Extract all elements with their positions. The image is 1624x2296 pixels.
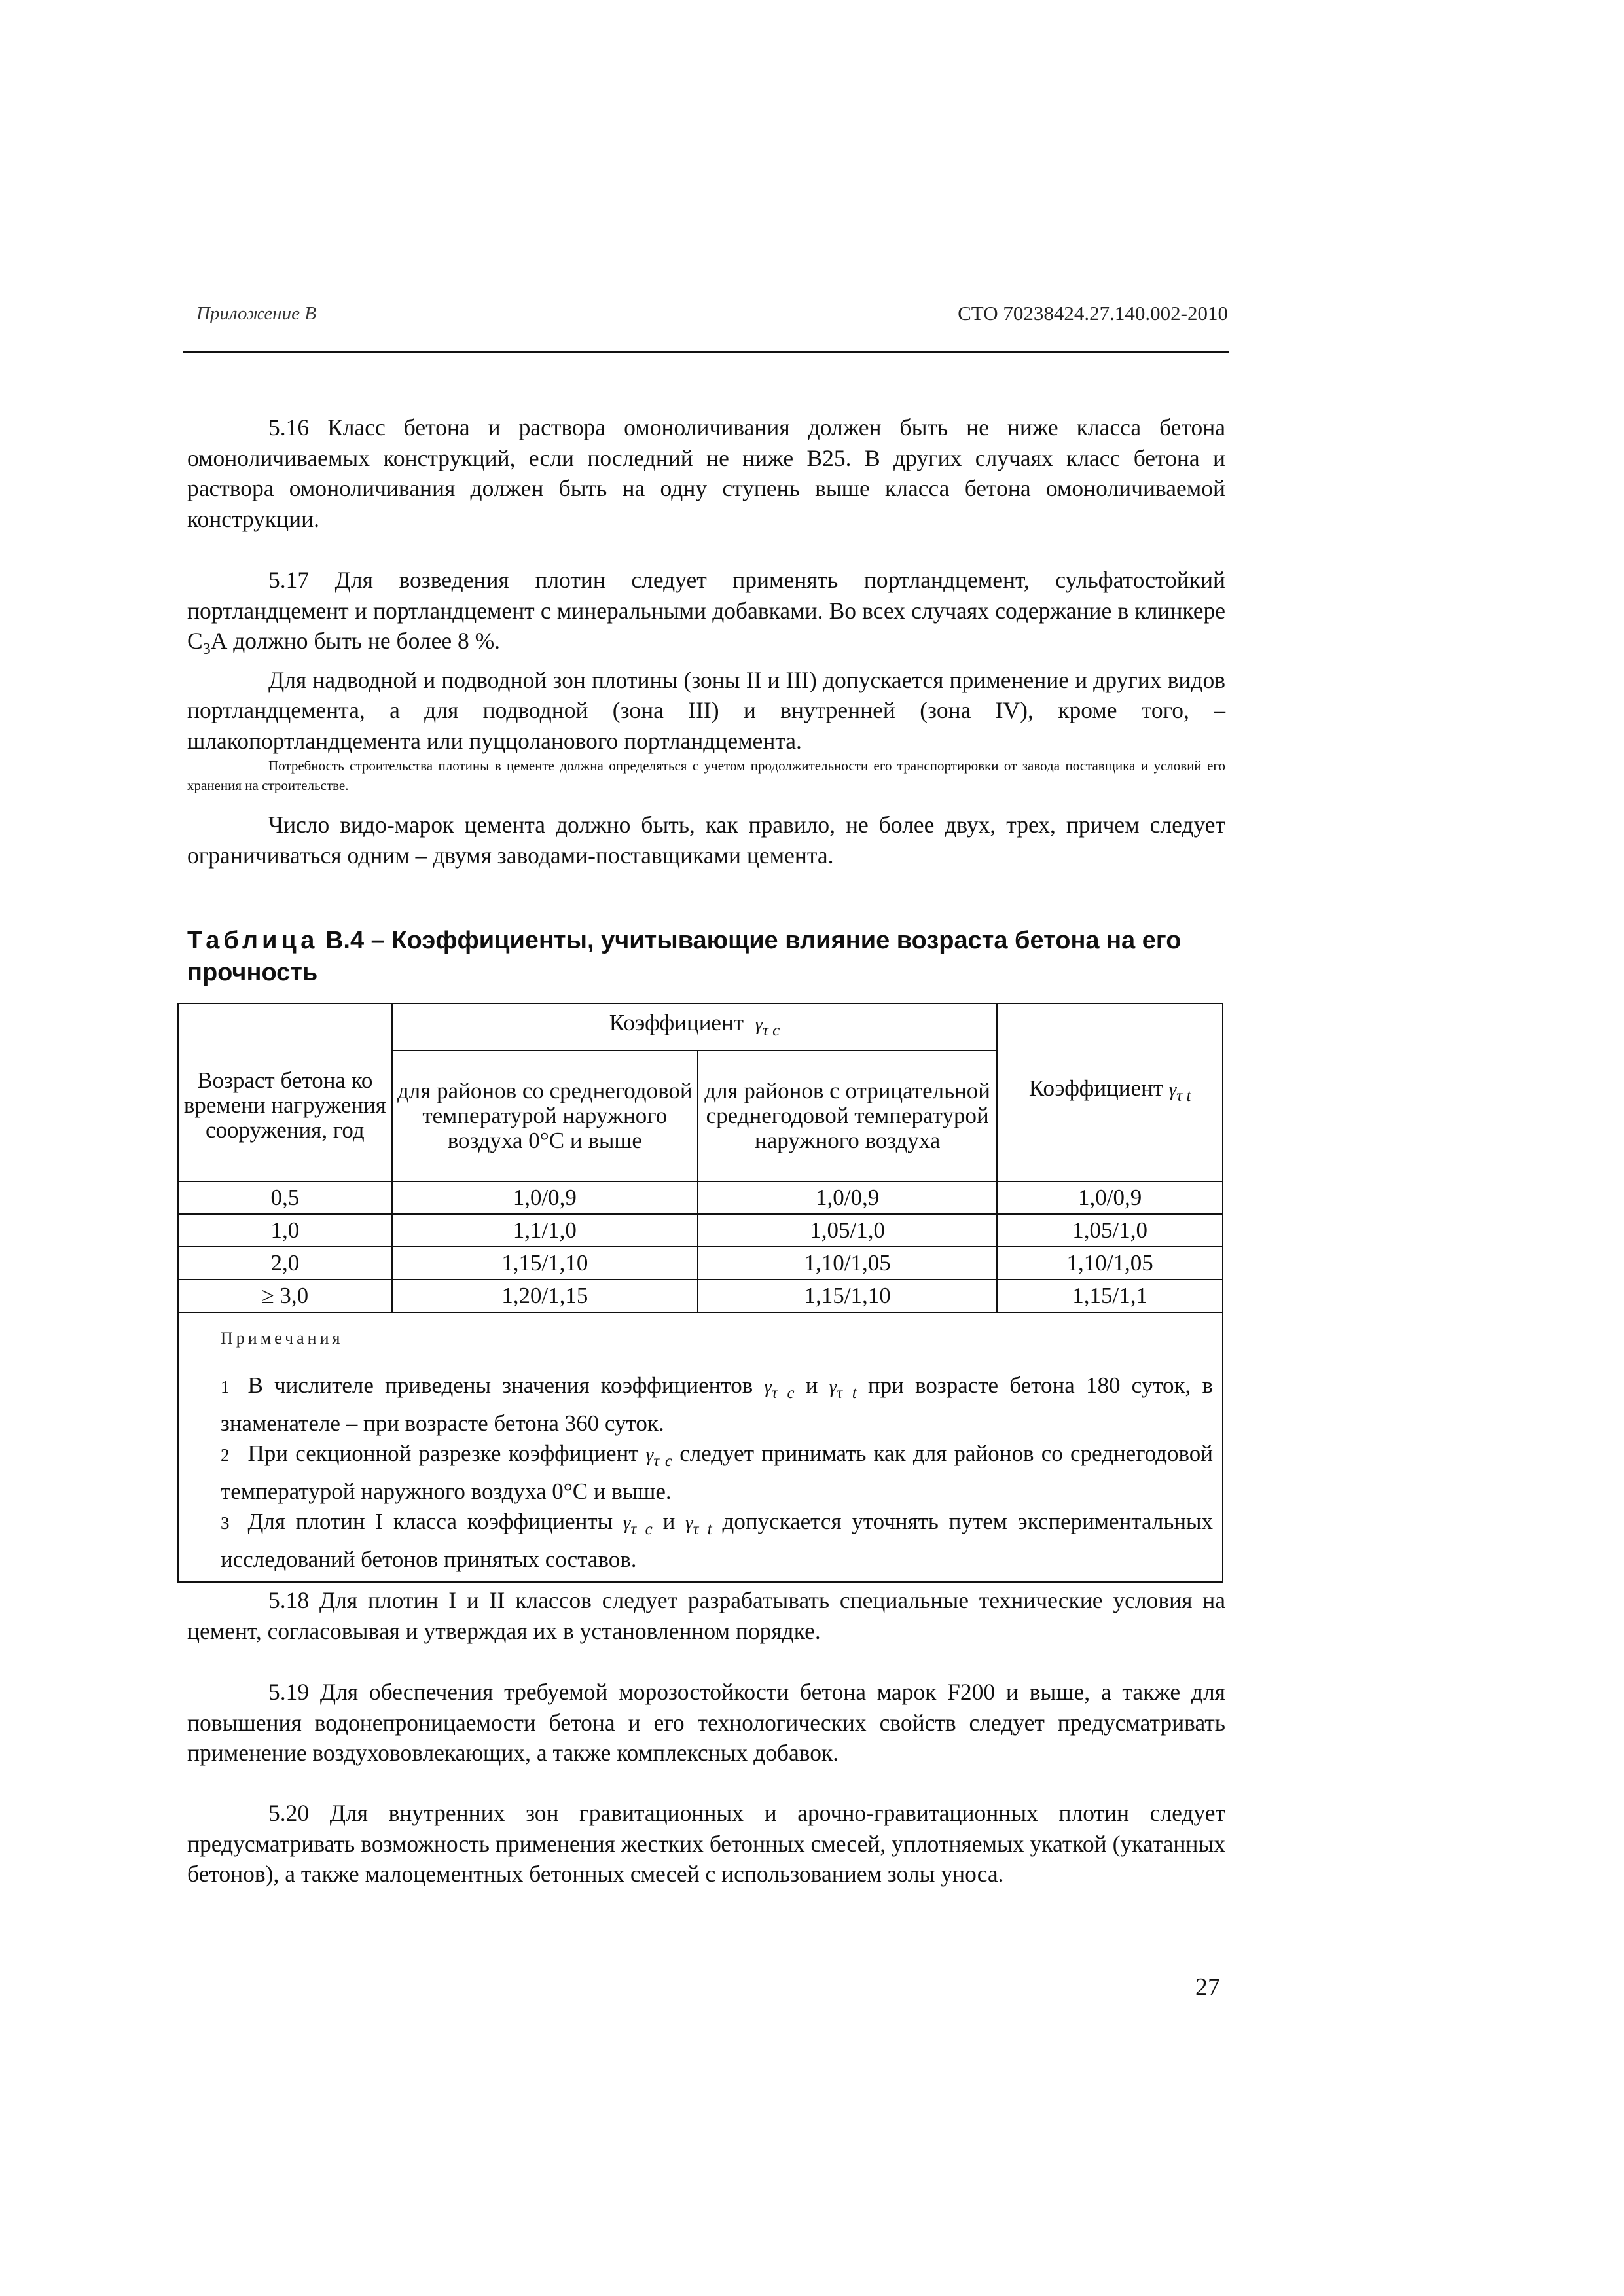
cell-age: ≥ 3,0 <box>178 1280 392 1312</box>
paragraph-5-17 <box>187 565 1225 795</box>
paragraph-5-18 <box>187 1585 1225 1646</box>
note-1-text-c: при возрасте бетона 180 суток, в знаменателе – при возрасте бетона 360 суток. <box>221 1372 1214 1436</box>
header-coef-c-label: Коэффициент <box>609 1010 744 1035</box>
header-subcol-negative-text: для районов с отрицательной среднегодовой температурой наружного воздуха <box>704 1078 991 1153</box>
note-1-text-a: В числителе приведены значения коэффициентов <box>247 1372 753 1398</box>
paragraph-5-20 <box>187 1798 1225 1890</box>
paragraph-5-19 <box>187 1677 1225 1768</box>
cell-coef-positive: 1,1/1,0 <box>392 1214 698 1247</box>
table-caption-label: Таблица <box>187 927 319 954</box>
notes-title: Примечания <box>221 1329 344 1348</box>
paragraph-5-17-small-note <box>187 756 1225 795</box>
note-3-text-c: допускается уточнять путем экспериментальных исследований бетонов принятых составов. <box>221 1509 1214 1572</box>
gamma-subscript: τ c <box>762 1022 780 1039</box>
gamma-subscript: τ c <box>630 1520 653 1538</box>
paragraph-5-16-text: 5.16 Класс бетона и раствора омоноличивания должен быть не ниже класса бетона омоноличиваемых конструкций, если последний не ниже В25. В других случаях класс бетона и раствора омоноличивания должен быть на одну ступень выше класса бетона омоноличиваемой конструкции. <box>187 414 1225 532</box>
note-2-number: 2 <box>221 1445 230 1465</box>
table-notes-cell <box>178 1312 1223 1582</box>
gamma-subscript: τ t <box>1176 1087 1191 1105</box>
header-coef-t-label: Коэффициент <box>1028 1075 1164 1101</box>
gamma-symbol: γ <box>1168 1079 1177 1100</box>
note-1-number: 1 <box>221 1377 230 1397</box>
table-row <box>178 1247 1223 1280</box>
cell-age: 2,0 <box>178 1247 392 1280</box>
age-coefficients-table <box>177 1003 1223 1583</box>
header-age-cell <box>178 1003 392 1181</box>
cell-coef-negative: 1,05/1,0 <box>698 1214 997 1247</box>
table-caption-title: В.4 – Коэффициенты, учитывающие влияние возраста бетона на его прочность <box>187 927 1182 986</box>
cell-coef-positive: 1,15/1,10 <box>392 1247 698 1280</box>
table-row <box>178 1214 1223 1247</box>
paragraph-5-17-cement-grades-text: Число видо-марок цемента должно быть, как правило, не более двух, трех, причем следует ограничиваться одним – двумя заводами-поставщиками цемента. <box>187 812 1225 869</box>
note-3-number: 3 <box>221 1513 230 1533</box>
paragraph-5-19-text: 5.19 Для обеспечения требуемой морозостойкости бетона марок F200 и выше, а также для повышения водонепроницаемости бетона и его технологических свойств следует предусматривать применение воздухововлекающих, а также комплексных добавок. <box>187 1679 1225 1766</box>
table-notes-row <box>178 1312 1223 1582</box>
cell-coef-negative: 1,10/1,05 <box>698 1247 997 1280</box>
note-2 <box>221 1439 1213 1507</box>
header-rule <box>183 351 1229 353</box>
p517-subscript: 3 <box>202 641 211 658</box>
gamma-subscript: τ t <box>693 1520 712 1538</box>
cell-coef-t: 1,15/1,1 <box>997 1280 1223 1312</box>
paragraph-5-17-zones: Для надводной и подводной зон плотины (зоны II и III) допускается применение и других видов портландцемента, а для подводной (зона III) и внутренней (зона IV), кроме того, – шлакопортландцемента или пуццоланового портландцемента. <box>187 666 1225 754</box>
cell-coef-t: 1,05/1,0 <box>997 1214 1223 1247</box>
header-subcol-positive-text: для районов со среднегодовой температурой наружного воздуха 0°С и выше <box>397 1078 693 1153</box>
cell-coef-negative: 1,15/1,10 <box>698 1280 997 1312</box>
header-subcol-negative-temp <box>698 1050 997 1181</box>
cell-coef-positive: 1,0/0,9 <box>392 1181 698 1214</box>
paragraph-5-20-text: 5.20 Для внутренних зон гравитационных и арочно-гравитационных плотин следует предусматривать возможность применения жестких бетонных смесей, уплотняемых укаткой (укатанных бетонов), а также малоцементных бетонных смесей с использованием золы уноса. <box>187 1800 1225 1887</box>
p517-part-a: 5.17 Для возведения плотин следует применять портландцемент, сульфатостойкий портландцемент и портландцемент с минеральными добавками. Во всех случаях содержание в клинкере С <box>187 567 1225 654</box>
table-row <box>178 1280 1223 1312</box>
gamma-symbol: γ <box>623 1513 631 1534</box>
gamma-symbol: γ <box>685 1513 693 1534</box>
cell-coef-t: 1,10/1,05 <box>997 1247 1223 1280</box>
table-caption <box>187 925 1225 989</box>
gamma-symbol: γ <box>645 1444 654 1465</box>
header-coef-c-cell <box>392 1003 998 1050</box>
gamma-subscript: τ c <box>771 1384 795 1402</box>
table-row <box>178 1181 1223 1214</box>
note-3 <box>221 1507 1213 1575</box>
gamma-symbol: γ <box>829 1376 837 1397</box>
gamma-symbol: γ <box>764 1376 772 1397</box>
note-2-text-a: При секционной разрезке коэффициент <box>247 1441 639 1466</box>
p517-part-a-end: А должно быть не более 8 %. <box>210 628 501 654</box>
paragraph-5-18-text: 5.18 Для плотин I и II классов следует разрабатывать специальные технические условия на цемент, согласовывая и утверждая их в установленном порядке. <box>187 1587 1225 1644</box>
header-coef-t-cell <box>997 1003 1223 1181</box>
paragraph-5-17-text <box>187 565 1225 665</box>
header-standard-number: СТО 70238424.27.140.002-2010 <box>958 302 1228 325</box>
gamma-symbol: γ <box>755 1014 763 1035</box>
page-number: 27 <box>1195 1973 1220 2001</box>
cell-coef-positive: 1,20/1,15 <box>392 1280 698 1312</box>
gamma-subscript: τ c <box>653 1452 672 1470</box>
cell-age: 1,0 <box>178 1214 392 1247</box>
paragraph-5-17-cement-grades <box>187 810 1225 870</box>
paragraph-5-16 <box>187 412 1225 534</box>
note-3-text-a: Для плотин I класса коэффициенты <box>247 1509 613 1534</box>
note-1 <box>221 1371 1213 1439</box>
cell-age: 0,5 <box>178 1181 392 1214</box>
note-1-text-b: и <box>805 1372 818 1398</box>
cell-coef-t: 1,0/0,9 <box>997 1181 1223 1214</box>
gamma-subscript: τ t <box>837 1384 857 1402</box>
p517-small-text: Потребность строительства плотины в цементе должна определяться с учетом продолжительности его транспортировки от завода поставщика и условий его хранения на строительстве. <box>187 758 1225 794</box>
cell-coef-negative: 1,0/0,9 <box>698 1181 997 1214</box>
note-2-text-b: следует принимать как для районов со среднегодовой температурой наружного воздуха 0°С и выше. <box>221 1441 1214 1504</box>
header-appendix-label: Приложение В <box>196 303 316 324</box>
header-age-text: Возраст бетона ко времени нагружения сооружения, год <box>183 1067 386 1143</box>
header-subcol-positive-temp <box>392 1050 698 1181</box>
note-3-text-b: и <box>662 1509 676 1534</box>
